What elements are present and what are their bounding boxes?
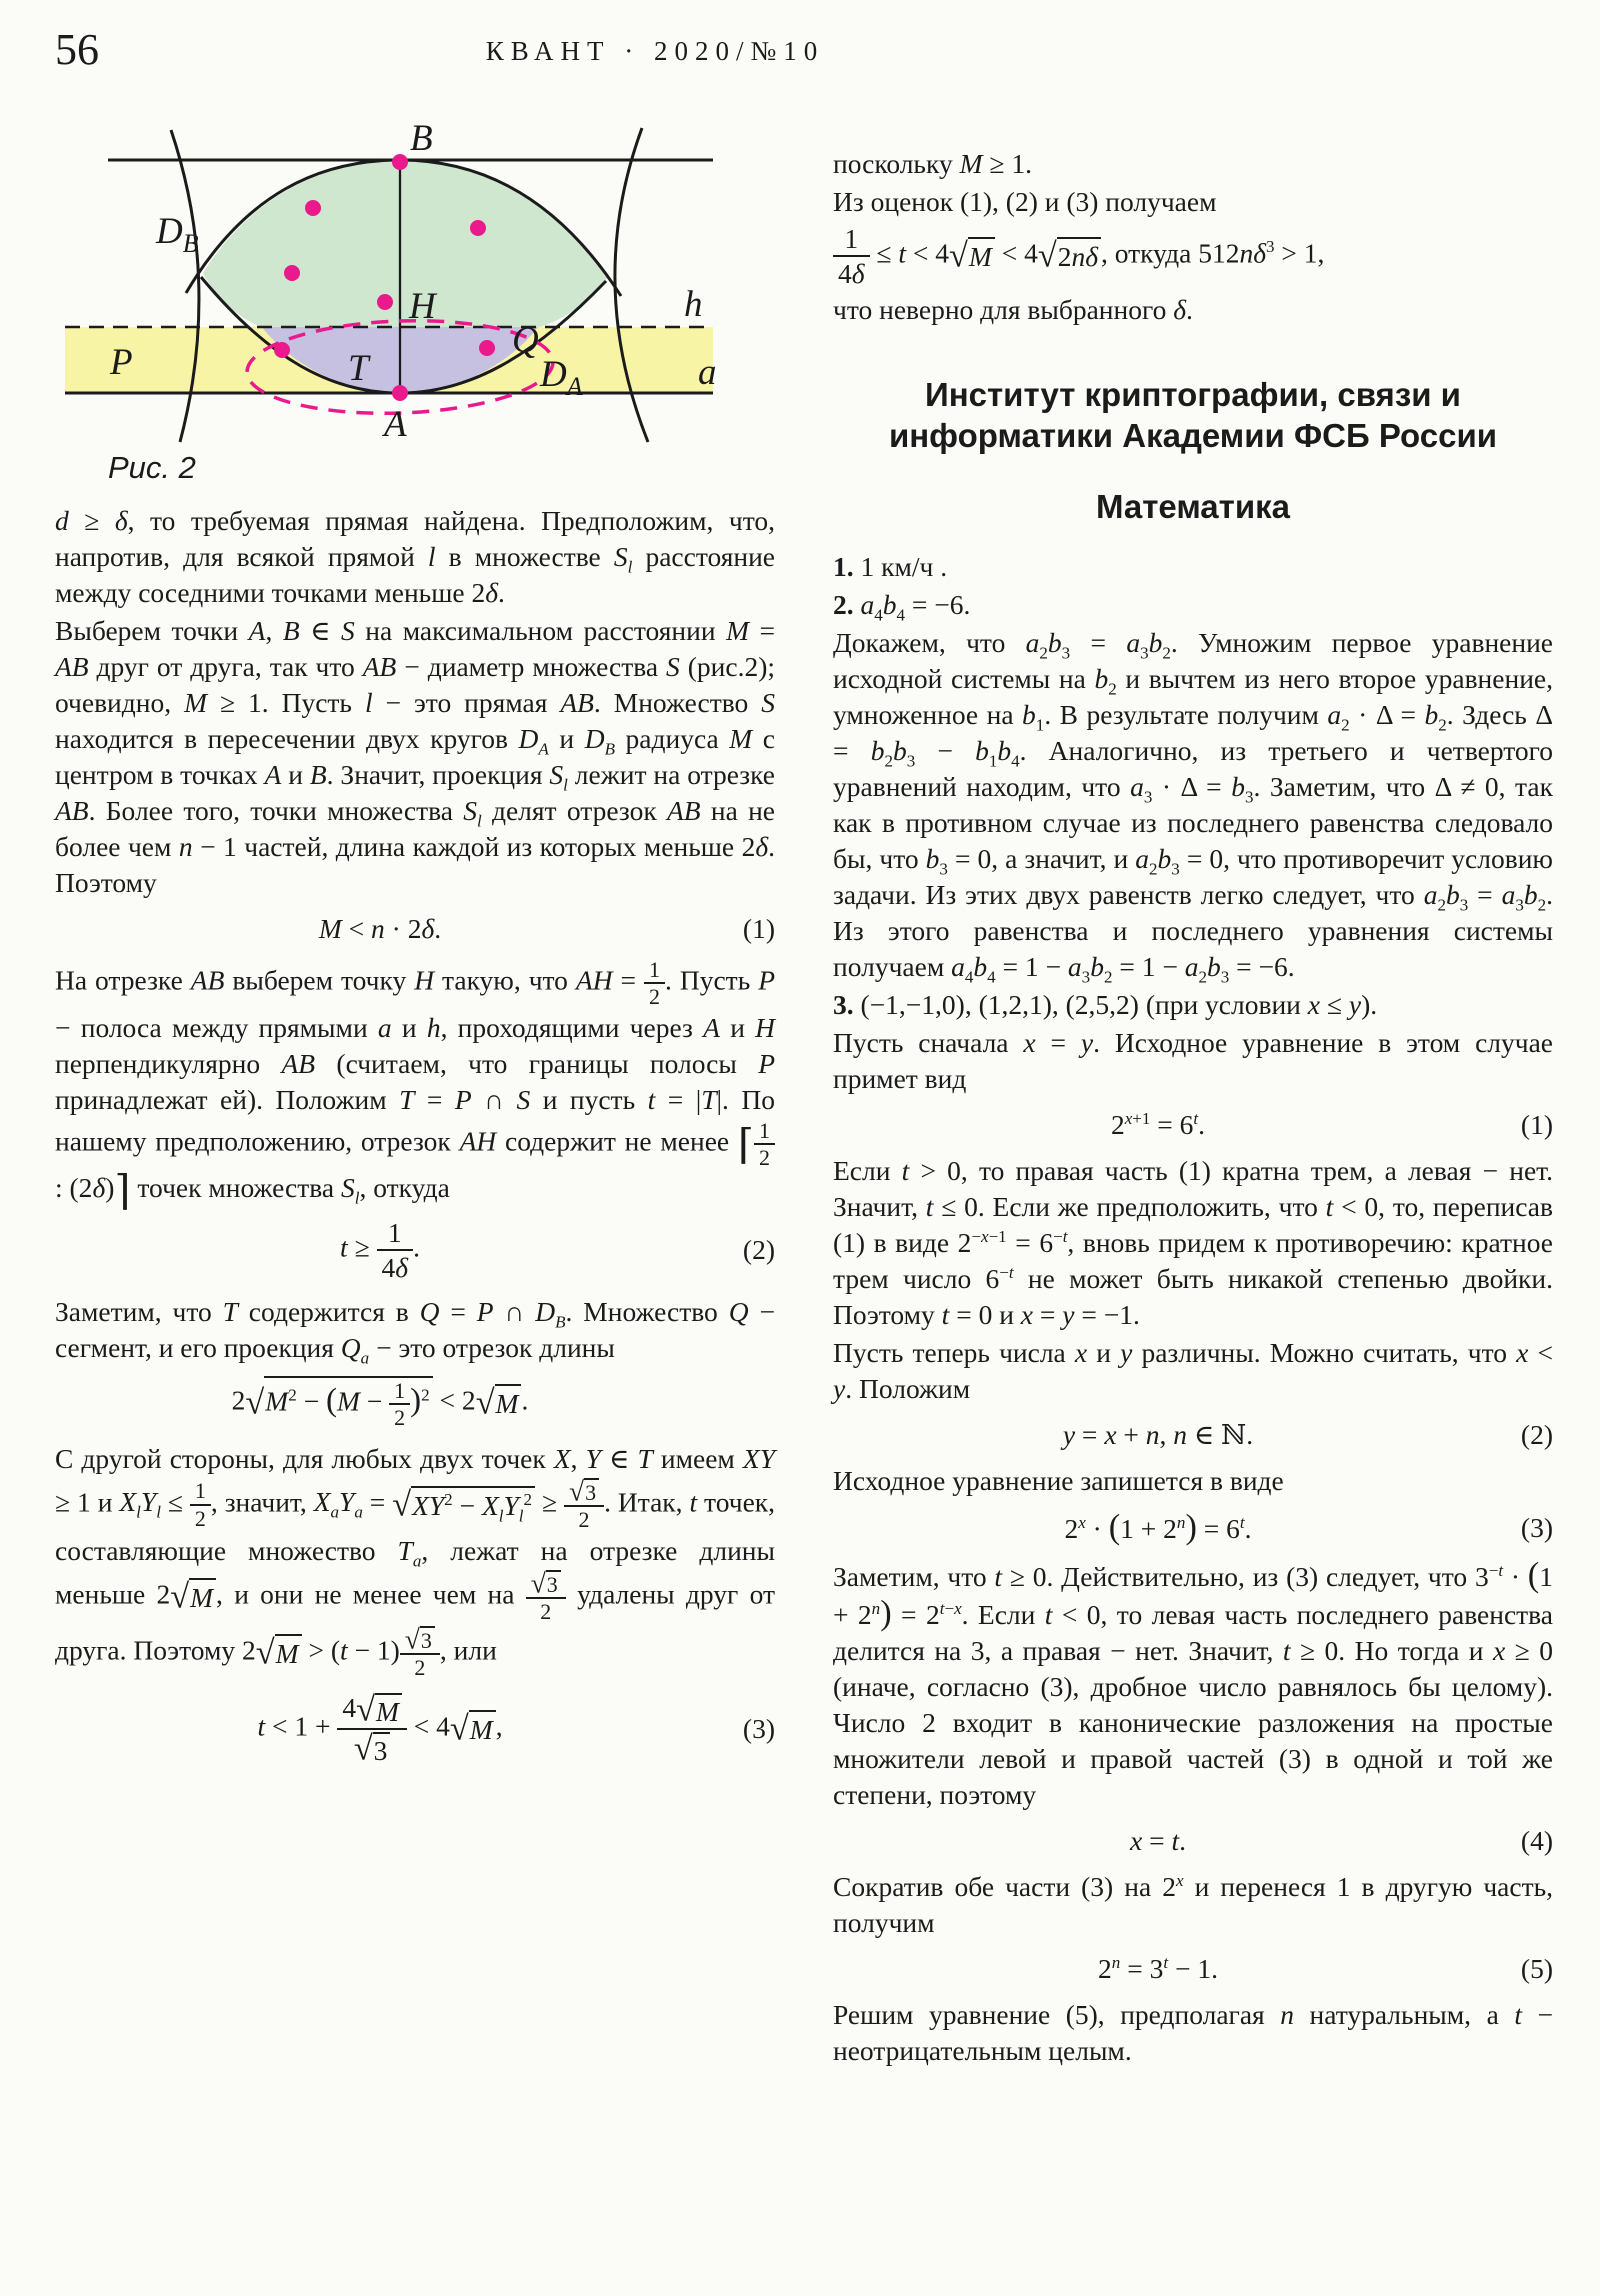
page-number: 56 [55,25,99,74]
equation-2 [833,1417,1553,1453]
section-heading: Институт криптографии, связи и информатики Академии ФСБ России [888,376,1498,454]
equation-3 [55,1691,775,1767]
equation-body: 2 √ $M^2 - (M$ − $\frac{1}{2}$ )$^2$ < 2 √ M . [231,1378,529,1431]
equation-1 [55,911,775,947]
paragraph: Докажем, что $a_2b_3 = a_3b_2$. Умножим первое уравнение исходной системы на $b_2$ и вычтем из него второе уравнение, умноженное на $b_1$. В результате получим $a_2 \cdot \Delta = b_2$. Здесь $\Delta = b_2b_3 - b_1b_4$. Аналогично, из третьего и четвертого уравнений находим, что $a_3 \cdot \Delta = b_3$. Заметим, что Δ ≠ 0, так как в противном случае из последнего равенства следовало бы, что $b_3 = 0$, а значит, и $a_2b_3 = 0$, что противоречит условию задачи. Из этих двух равенств легко следует, что $a_2b_3 = a_3b_2$. Из этого равенства и последнего уравнения системы получаем $a_4b_4 = 1 - a_3b_2 = 1 - a_2b_3 = -6$. [833,627,1554,987]
label-Q: Q [512,320,539,361]
paragraph: Исходное уравнение запишется в виде [833,1465,1284,1496]
region-S-green [203,161,607,327]
paragraph: Заметим, что t ≥ 0. Действительно, из (3) следует, что $3^{-t} \cdot (1 + 2^n) = 2^{t-x}$. Если t < 0, то левая часть последнего равенства делится на 3, а правая − нет. Значит, t ≥ 0. Но тогда и x ≥ 0 (иначе, согласно (3), дробное число равнялось бы целому). Число 2 входит в канонические разложения на простые множители левой и правой частей (3) в одной и той же степени, поэтому [833,1556,1554,1810]
label-DA: $D_A$ [540,354,583,401]
journal-header: КВАНТ · 2020/№10 [485,36,825,66]
paragraph: $\frac{1}{4\delta}$ ≤ t < 4 √ M < 4 √ 2nδ , откуда $512n\delta^3 > 1$, [833,222,1553,290]
equation-body: t < 1 + 4 √ M √ 3 < 4 √ M , [257,1690,503,1768]
equation-number: (1) [742,913,775,944]
equation-body: $2^{x+1} = 6^t$. [1110,1108,1206,1140]
answer-item-3: 3. (−1,−1,0), (1,2,1), (2,5,2) (при условии x ≤ y). [833,989,1378,1020]
data-point [305,200,321,216]
equation-number: (3) [742,1712,775,1744]
paragraph: Пусть сначала x = y. Исходное уравнение в этом случае примет вид [833,1027,1554,1094]
label-T: T [348,348,369,389]
figure-caption: Рис. 2 [108,450,196,485]
paragraph: Пусть теперь числа x и y различны. Можно считать, что x < y. Положим [833,1337,1553,1404]
equation-1 [833,1107,1553,1143]
equation-number: (5) [1520,1953,1553,1984]
paragraph: С другой стороны, для любых двух точек X, Y ∈ T имеем XY ≥ 1 и $X_lY_l$ ≤ $\frac{1}{2}$ , значит, $X_aY_a$ = √ $XY^2 - X_lY_l^2$ ≥ √ 3 2 . Итак, t точек, составляющие множество $T_a$, лежат на отрезке длины меньше 2 √ M , и они не менее чем на √ 3 2 удалены друг от друга. Поэтому 2 √ M > (t − 1) √ 3 2 , или [55,1442,776,1681]
paragraph: Решим уравнение (5), предполагая n натуральным, а t − неотрицательным целым. [833,1999,1553,2066]
equation-2 [55,1216,775,1284]
circle-arc-left [171,130,199,442]
equation-number: (2) [1520,1419,1553,1450]
equation-number: (1) [1520,1109,1553,1140]
paragraph: Из оценок (1), (2) и (3) получаем [833,186,1217,217]
label-a: a [698,352,717,393]
paragraph: Сократив обе части (3) на 2$^x$ и перенеся 1 в другую часть, получим [833,1870,1554,1938]
equation-number: (4) [1520,1825,1553,1856]
label-A: A [384,404,407,445]
data-point [392,154,408,170]
equation-body: y = x + n, n ∈ ℕ. [1062,1419,1254,1450]
equation-body: x = t. [1130,1825,1186,1856]
equation-body: M < n · 2δ. [318,913,442,944]
paragraph: Выберем точки A, B ∈ S на максимальном расстоянии M = AB друг от друга, так что AB − диаметр множества S (рис.2); очевидно, M ≥ 1. Пусть l − это прямая AB. Множество S находится в пересечении двух кругов $D_A$ и $D_B$ радиуса M с центром в точках A и B. Значит, проекция $S_l$ лежит на отрезке AB. Более того, точки множества $S_l$ делят отрезок AB на не более чем n − 1 частей, длина каждой из которых меньше 2δ. Поэтому [55,615,776,898]
data-point [479,340,495,356]
display-formula [55,1376,775,1431]
equation-number: (3) [1520,1512,1553,1543]
data-point [392,385,408,401]
data-point [470,220,486,236]
data-point [284,265,300,281]
data-point [274,342,290,358]
data-point [377,294,393,310]
label-B: B [410,118,433,159]
equation-number: (2) [742,1234,775,1266]
subsection-heading: Математика [1096,488,1290,525]
right-column [833,146,1553,2071]
paragraph: На отрезке AB выберем точку H такую, что AH = $\frac{1}{2}$ . Пусть P − полоса между прямыми a и h, проходящими через A и H перпендикулярно AB (считаем, что границы полосы P принадлежат ей). Положим T = P ∩ S и пусть t = |T|. По нашему предположению, отрезок AH содержит не менее ⌈ $\frac{1}{2}$ : (2δ)⌉ точек множества $S_l$, откуда [55,957,776,1214]
equation-body: $2^x \cdot (1 + 2^n) = 6^t$. [1064,1508,1252,1546]
paragraph: поскольку M ≥ 1. [833,148,1032,179]
label-DB: $D_B$ [156,211,199,258]
answer-item-2: 2. $a_4b_4 = -6$. [833,589,971,625]
equation-body: $2^n = 3^t - 1$. [1098,1952,1218,1984]
equation-3 [833,1509,1553,1547]
answer-item-1: 1. 1 км/ч . [833,551,948,582]
paragraph: Заметим, что T содержится в Q = P ∩ $D_B$. Множество Q − сегмент, и его проекция $Q_a$ − это отрезок длины [55,1296,775,1368]
paragraph: Если t > 0, то правая часть (1) кратна трем, а левая − нет. Значит, t ≤ 0. Если же предположить, что t < 0, то, переписав (1) в виде $2^{-x-1} = 6^{-t}$, вновь придем к противоречию: кратное трем число $6^{-t}$ не может быть никакой степенью двойки. Поэтому t = 0 и x = y = −1. [833,1155,1553,1330]
label-P: P [110,342,133,383]
equation-5 [833,1951,1553,1987]
equation-body: t ≥ $\frac{1}{4\delta}$ . [340,1217,420,1284]
left-column [55,503,775,1777]
paragraph: что неверно для выбранного δ. [833,294,1193,325]
equation-4 [833,1823,1553,1859]
circle-arc-right [615,128,648,442]
label-H: H [409,286,436,327]
label-h: h [684,284,703,325]
figure [55,90,725,490]
paragraph: d ≥ δ, то требуемая прямая найдена. Предположим, что, напротив, для всякой прямой l в множестве $S_l$ расстояние между соседними точками меньше 2δ. [55,505,776,608]
